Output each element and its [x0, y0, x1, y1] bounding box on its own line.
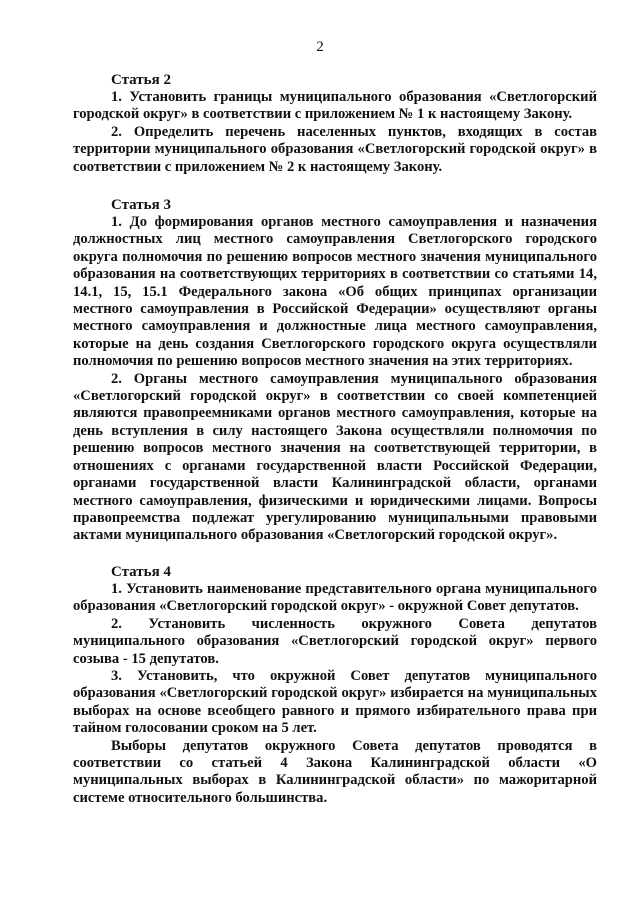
- article-paragraph: 2. Установить численность окружного Совета депутатов муниципального образования «Светлогорский городской округ» первого созыва - 15 депутатов.: [73, 615, 597, 667]
- article-title: Статья 3: [111, 197, 171, 213]
- article-paragraph: 1. До формирования органов местного самоуправления и назначения должностных лиц местного самоуправления Светлогорского городского округа полномочия по решению вопросов местного значения муниципального образования на соответствующих территориях в соответствии со статьями 14, 14.1, 15, 15.1 Федерального закона «Об общих принципах организации местного самоуправления в Российской Федерации» осуществляют органы местного самоуправления и должностные лица местного самоуправления, которые на день создания Светлогорского городского округа осуществляли полномочия по решению вопросов местного значения на этих территориях.: [73, 214, 597, 370]
- article-3: [73, 196, 597, 545]
- page-number: 2: [316, 39, 324, 55]
- article-paragraph: 1. Установить наименование представительного органа муниципального образования «Светлогорский городской округ» - окружной Совет депутатов.: [73, 581, 597, 615]
- article-title: Статья 4: [111, 564, 171, 580]
- article-paragraph: 1. Установить границы муниципального образования «Светлогорский городской округ» в соответствии с приложением № 1 к настоящему Закону.: [73, 89, 597, 123]
- article-paragraph: 2. Органы местного самоуправления муниципального образования «Светлогорский городской округ» в соответствии со своей компетенцией являются правопреемниками органов местного самоуправления, которые на день вступления в силу настоящего Закона осуществляли полномочия по решению вопросов местного значения на соответствующей территории, в отношениях с органами государственной власти Российской Федерации, органами государственной власти Калининградской области, органами местного самоуправления, физическими и юридическими лицами. Вопросы правопреемства подлежат урегулированию муниципальными правовыми актами муниципального образования «Светлогорский городской округ».: [73, 370, 597, 544]
- article-paragraph: 3. Установить, что окружной Совет депутатов муниципального образования «Светлогорский городской округ» избирается на муниципальных выборах на основе всеобщего равного и прямого избирательного права при тайном голосовании сроком на 5 лет.: [73, 668, 597, 737]
- article-4: [73, 563, 597, 807]
- article-title: Статья 2: [111, 72, 171, 88]
- article-paragraph: 2. Определить перечень населенных пунктов, входящих в состав территории муниципального образования «Светлогорский городской округ» в соответствии с приложением № 2 к настоящему Закону.: [73, 123, 597, 175]
- article-paragraph: Выборы депутатов окружного Совета депутатов проводятся в соответствии со статьей 4 Закона Калининградской области «О муниципальных выборах в Калининградской области» по мажоритарной системе относительного большинства.: [73, 737, 597, 806]
- article-2: [73, 71, 597, 176]
